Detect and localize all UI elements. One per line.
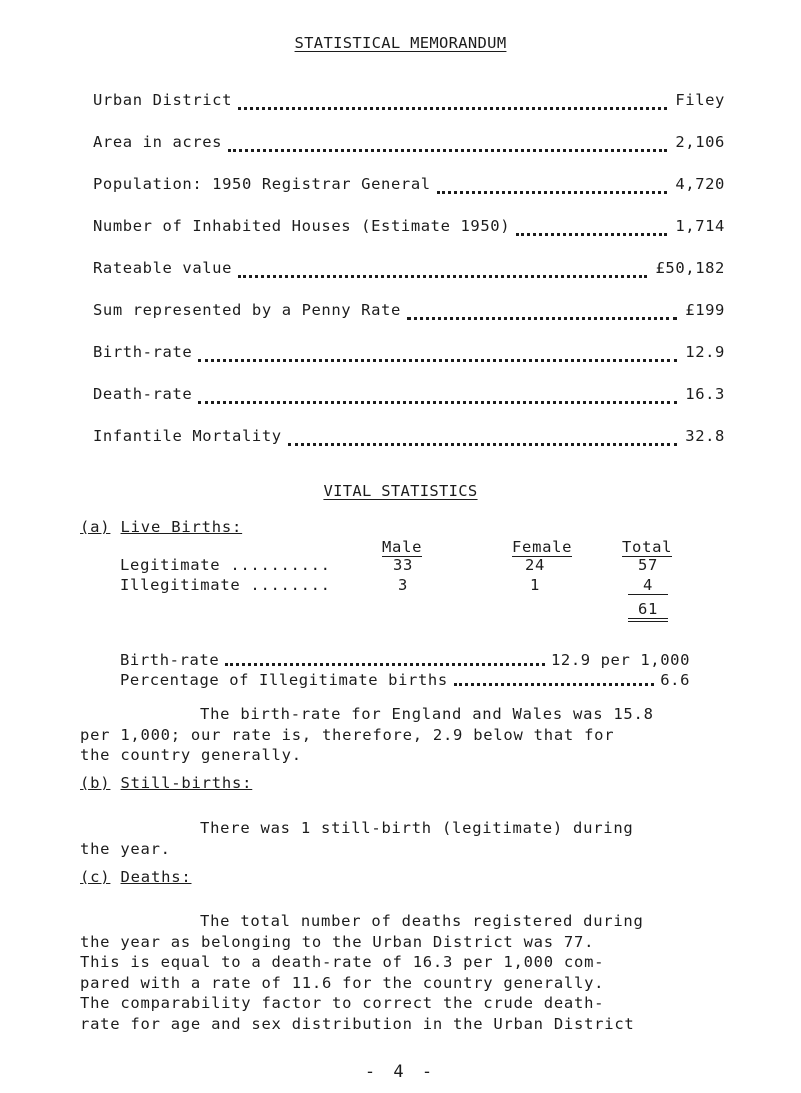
stat-label: Population: 1950 Registrar General — [93, 175, 431, 193]
stat-value: 4,720 — [675, 175, 725, 193]
birth-rate-line — [120, 651, 690, 669]
stat-label: Sum represented by a Penny Rate — [93, 301, 401, 319]
deaths-heading — [80, 868, 191, 886]
cell-grand-total: 61 — [628, 600, 668, 622]
stat-row-urban-district — [93, 91, 725, 113]
stat-label: Infantile Mortality — [93, 427, 282, 445]
dot-leader — [228, 148, 667, 152]
stat-value: 1,714 — [675, 217, 725, 235]
section-title: Live Births: — [120, 518, 243, 536]
stat-label: Number of Inhabited Houses (Estimate 1950) — [93, 217, 511, 235]
deaths-paragraph: The total number of deaths registered during the year as belonging to the Urban District was 77. This is equal to a death-rate of 16.3 per 1,000 com- pared with a rate of 11.6 for the country generally. The comparability factor to correct the crude death- rate for age and sex distribution in the Urban District — [80, 912, 644, 1033]
stat-row-area — [93, 133, 725, 155]
row-label-legitimate: Legitimate .......... — [120, 556, 331, 574]
still-births-paragraph: There was 1 still-birth (legitimate) during the year. — [80, 819, 634, 858]
stat-row-death-rate — [93, 385, 725, 407]
stat-label: Urban District — [93, 91, 233, 109]
section-letter: (b) — [80, 774, 111, 792]
birth-rate-paragraph: The birth-rate for England and Wales was 15.8 per 1,000; our rate is, therefore, 2.9 below that for the country generally. — [80, 705, 654, 764]
cell-legit-female: 24 — [524, 556, 546, 574]
dot-leader — [516, 232, 667, 236]
stat-value: 2,106 — [675, 133, 725, 151]
stat-row-infantile-mortality — [93, 427, 725, 449]
stat-row-houses — [93, 217, 725, 239]
cell-legit-male: 33 — [392, 556, 414, 574]
cell-illegit-female: 1 — [529, 576, 541, 594]
page-number: - 4 - — [364, 1062, 437, 1082]
dot-leader — [238, 274, 647, 278]
section-title: Still-births: — [120, 774, 253, 792]
stat-value: £50,182 — [655, 259, 725, 277]
dot-leader — [225, 663, 545, 666]
dot-leader — [288, 442, 678, 446]
stat-row-rateable-value — [93, 259, 725, 281]
illegitimate-percentage-value: 6.6 — [660, 671, 690, 689]
col-head-male: Male — [382, 538, 423, 556]
cell-legit-total: 57 — [637, 556, 659, 574]
section-letter: (a) — [80, 518, 111, 536]
stat-value: 32.8 — [685, 427, 725, 445]
dot-leader — [198, 358, 677, 362]
row-label-text: Legitimate — [120, 556, 221, 574]
stat-label: Death-rate — [93, 385, 193, 403]
stat-value: £199 — [685, 301, 725, 319]
col-head-female: Female — [512, 538, 573, 556]
section-title: Deaths: — [120, 868, 192, 886]
vital-statistics-title: VITAL STATISTICS — [323, 482, 478, 500]
col-head-total: Total — [622, 538, 673, 556]
dot-leader — [238, 106, 667, 110]
illegitimate-percentage-label: Percentage of Illegitimate births — [120, 671, 448, 689]
stat-label: Rateable value — [93, 259, 233, 277]
stat-value: 12.9 — [685, 343, 725, 361]
cell-illegit-male: 3 — [397, 576, 409, 594]
memorandum-title: STATISTICAL MEMORANDUM — [294, 34, 507, 52]
live-births-heading — [80, 518, 242, 536]
section-letter: (c) — [80, 868, 111, 886]
stat-label: Area in acres — [93, 133, 223, 151]
illegitimate-percentage-line — [120, 671, 690, 689]
still-births-heading — [80, 774, 252, 792]
stat-label: Birth-rate — [93, 343, 193, 361]
dot-leader — [407, 316, 677, 320]
stat-value: 16.3 — [685, 385, 725, 403]
birth-rate-value: 12.9 per 1,000 — [550, 651, 690, 669]
stat-row-birth-rate — [93, 343, 725, 365]
stat-row-population — [93, 175, 725, 197]
cell-illegit-total: 4 — [628, 576, 668, 595]
stat-value: Filey — [675, 91, 725, 109]
row-label-text: Illegitimate — [120, 576, 241, 594]
row-label-illegitimate: Illegitimate ........ — [120, 576, 331, 594]
dot-leader — [454, 683, 654, 686]
dot-leader — [437, 190, 668, 194]
dot-leader — [198, 400, 677, 404]
birth-rate-label: Birth-rate — [120, 651, 220, 669]
stat-row-penny-rate — [93, 301, 725, 323]
